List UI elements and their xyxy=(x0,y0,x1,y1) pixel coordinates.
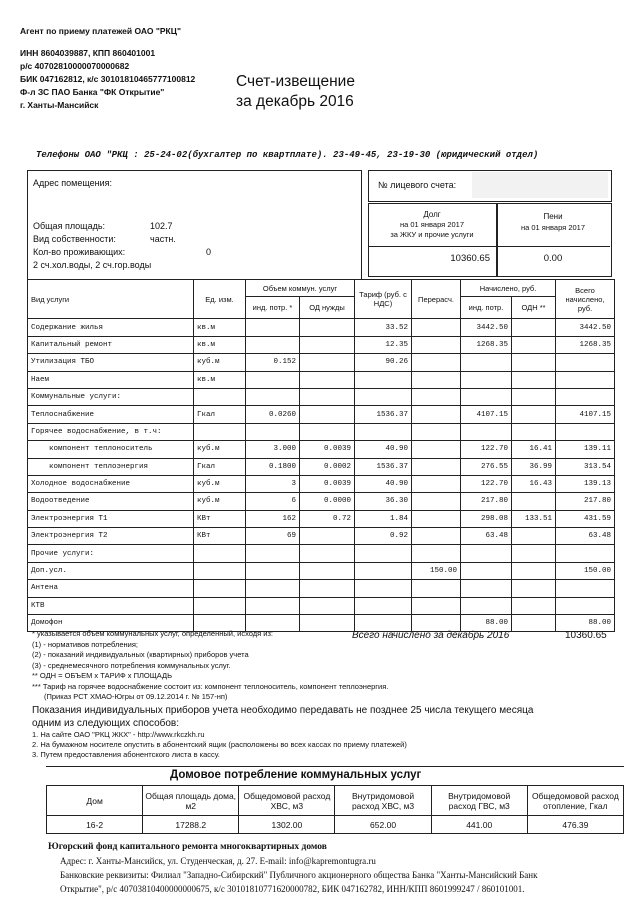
cell-unit: кв.м xyxy=(194,371,246,388)
cell-name: Электроэнергия Т1 xyxy=(28,510,194,527)
cell-ao: 36.99 xyxy=(512,458,556,475)
cell-unit: куб.м xyxy=(194,354,246,371)
table-row xyxy=(28,354,615,371)
cell-ai: 217.80 xyxy=(461,493,512,510)
cell-od xyxy=(300,580,355,597)
cell-ind xyxy=(246,371,300,388)
cell-name: Антена xyxy=(28,580,194,597)
cell-ind: 0.152 xyxy=(246,354,300,371)
table-row xyxy=(28,458,615,475)
cell-name: Холодное водоснабжение xyxy=(28,475,194,492)
cell-tariff xyxy=(355,562,412,579)
col-accrued: Начислено, руб. xyxy=(461,280,556,297)
readings-way2: 2. На бумажном носителе опустить в абонентский ящик (расположены во всех кассах по приему платежей) xyxy=(32,740,407,749)
cell-unit: Гкал xyxy=(194,458,246,475)
cell-ind: 3 xyxy=(246,475,300,492)
cell-name: Капитальный ремонт xyxy=(28,336,194,353)
cell-ao xyxy=(512,371,556,388)
account-label: № лицевого счета: xyxy=(378,180,457,190)
house-table xyxy=(46,785,624,834)
cell-ai: 63.48 xyxy=(461,528,512,545)
cell-ai xyxy=(461,580,512,597)
agent-details xyxy=(20,47,195,112)
col-recalc: Перерасч. xyxy=(412,280,461,319)
note-4: ** ОДН = ОБЪЕМ х ТАРИФ х ПЛОЩАДЬ xyxy=(32,671,173,680)
cell-recalc xyxy=(412,580,461,597)
cell-ind: 6 xyxy=(246,493,300,510)
col-unit: Ед. изм. xyxy=(194,280,246,319)
house-v1: 17288.2 xyxy=(143,816,239,834)
agent-city: г. Ханты-Мансийск xyxy=(20,100,99,110)
cell-ao xyxy=(512,562,556,579)
cell-ai: 4107.15 xyxy=(461,406,512,423)
cell-unit: кв.м xyxy=(194,336,246,353)
table-row xyxy=(28,406,615,423)
document-title xyxy=(236,72,355,112)
cell-unit: кв.м xyxy=(194,319,246,336)
fund-name: Югорский фонд капитального ремонта многоквартирных домов xyxy=(48,842,327,852)
cell-ao xyxy=(512,545,556,562)
table-row xyxy=(28,423,615,440)
account-value-area xyxy=(472,172,608,198)
cell-tariff xyxy=(355,371,412,388)
table-row xyxy=(28,319,615,336)
cell-total: 63.48 xyxy=(556,528,615,545)
cell-total: 431.59 xyxy=(556,510,615,527)
cell-ao xyxy=(512,336,556,353)
cell-ai xyxy=(461,545,512,562)
fund-bank1: Банковские реквизиты: Филиал "Западно-Сибирский" Публичного акционерного общества Банка "Ханты-Мансийский Банк xyxy=(60,870,538,880)
house-v0: 16-2 xyxy=(47,816,143,834)
fund-bank2: Открытие", р/с 40703810400000000675, к/с 30101810771620000782, БИК 047162782, ИНН/КПП 8601999247 / 860101001. xyxy=(60,884,525,894)
house-v4: 441.00 xyxy=(431,816,527,834)
cell-recalc xyxy=(412,319,461,336)
cell-total: 3442.50 xyxy=(556,319,615,336)
cell-name: Прочие услуги: xyxy=(28,545,194,562)
total-value: 10360.65 xyxy=(565,630,607,641)
residents-value: 0 xyxy=(206,247,212,257)
cell-recalc xyxy=(412,441,461,458)
table-row xyxy=(28,528,615,545)
cell-od xyxy=(300,371,355,388)
cell-ai xyxy=(461,597,512,614)
table-row xyxy=(28,562,615,579)
penalty-divider xyxy=(496,246,610,247)
cell-ao xyxy=(512,406,556,423)
cell-tariff: 40.90 xyxy=(355,441,412,458)
col-acc-odn: ОДН ** xyxy=(512,297,556,319)
cell-ind xyxy=(246,423,300,440)
table-row xyxy=(28,388,615,405)
readings-info xyxy=(32,704,533,760)
cell-total xyxy=(556,388,615,405)
note-0: * указывается объем коммунальных услуг, определенный, исходя из: xyxy=(32,629,273,638)
cell-name: Наем xyxy=(28,371,194,388)
table-row xyxy=(28,493,615,510)
agent-bik: БИК 047162812, к/с 30101810465777100812 xyxy=(20,74,196,84)
cell-total: 139.11 xyxy=(556,441,615,458)
cell-od xyxy=(300,528,355,545)
cell-tariff: 1536.37 xyxy=(355,406,412,423)
cell-tariff: 1536.37 xyxy=(355,458,412,475)
cell-od xyxy=(300,388,355,405)
cell-ind xyxy=(246,319,300,336)
cell-od xyxy=(300,562,355,579)
cell-tariff: 40.90 xyxy=(355,475,412,492)
debt-desc: за ЖКУ и прочие услуги xyxy=(390,230,474,239)
cell-ao xyxy=(512,615,556,632)
readings-line2: одним из следующих способов: xyxy=(32,718,180,729)
cell-ind: 0.0260 xyxy=(246,406,300,423)
cell-total: 313.54 xyxy=(556,458,615,475)
cell-tariff xyxy=(355,388,412,405)
cell-od xyxy=(300,423,355,440)
cell-total: 1268.35 xyxy=(556,336,615,353)
cell-tariff: 1.84 xyxy=(355,510,412,527)
cell-ind xyxy=(246,580,300,597)
residents-label: Кол-во проживающих: xyxy=(33,247,126,257)
cell-recalc xyxy=(412,510,461,527)
fund-block xyxy=(48,840,537,896)
house-h3: Внутридомовой расход ХВС, м3 xyxy=(335,786,431,816)
cell-ao xyxy=(512,423,556,440)
area-value: 102.7 xyxy=(150,221,173,231)
cell-od: 0.0039 xyxy=(300,475,355,492)
cell-tariff: 12.35 xyxy=(355,336,412,353)
cell-total: 217.80 xyxy=(556,493,615,510)
cell-name: Содержание жилья xyxy=(28,319,194,336)
col-od: ОД нужды xyxy=(300,297,355,319)
cell-unit: куб.м xyxy=(194,493,246,510)
cell-name: Домофон xyxy=(28,615,194,632)
cell-unit: Гкал xyxy=(194,406,246,423)
penalty-title: Пени xyxy=(543,212,563,221)
fund-address: Адрес: г. Ханты-Мансийск, ул. Студенческая, д. 27. E-mail: info@kapremontugra.ru xyxy=(60,856,376,866)
house-v2: 1302.00 xyxy=(239,816,335,834)
table-row xyxy=(28,597,615,614)
cell-recalc xyxy=(412,406,461,423)
cell-unit xyxy=(194,580,246,597)
cell-ai: 3442.50 xyxy=(461,319,512,336)
note-5: *** Тариф на горячее водоснабжение состоит из: компонент теплоноситель, компонент теплоэнергия. xyxy=(32,681,389,691)
cell-od xyxy=(300,545,355,562)
penalty-value: 0.00 xyxy=(543,253,563,264)
cell-od: 0.0002 xyxy=(300,458,355,475)
cell-name: Горячее водоснабжение, в т.ч: xyxy=(28,423,194,440)
agent-bank: Ф-л ЗС ПАО Банка "ФК Открытие" xyxy=(20,87,165,97)
cell-recalc xyxy=(412,493,461,510)
cell-od: 0.0000 xyxy=(300,493,355,510)
debt-date: на 01 января 2017 xyxy=(399,220,464,229)
cell-od xyxy=(300,354,355,371)
house-v3: 652.00 xyxy=(335,816,431,834)
cell-unit xyxy=(194,597,246,614)
table-row xyxy=(28,475,615,492)
cell-ind xyxy=(246,336,300,353)
col-ind: инд. потр. * xyxy=(246,297,300,319)
cell-total xyxy=(556,371,615,388)
house-h4: Внутридомовой расход ГВС, м3 xyxy=(431,786,527,816)
cell-name: Коммунальные услуги: xyxy=(28,388,194,405)
cell-unit xyxy=(194,388,246,405)
notes-block xyxy=(32,629,388,703)
cell-recalc xyxy=(412,354,461,371)
title-line2: за декабрь 2016 xyxy=(236,93,354,110)
cell-unit: куб.м xyxy=(194,475,246,492)
cell-tariff xyxy=(355,423,412,440)
cell-unit xyxy=(194,545,246,562)
cell-ao xyxy=(512,528,556,545)
readings-way1: 1. На сайте ОАО "РКЦ ЖКХ" - http://www.rkczkh.ru xyxy=(32,730,205,739)
table-row xyxy=(28,441,615,458)
services-table xyxy=(27,279,615,632)
house-h2: Общедомовой расход ХВС, м3 xyxy=(239,786,335,816)
cell-total xyxy=(556,545,615,562)
cell-ai: 1268.35 xyxy=(461,336,512,353)
ownership-label: Вид собственности: xyxy=(33,234,116,244)
cell-recalc xyxy=(412,475,461,492)
house-title: Домовое потребление коммунальных услуг xyxy=(170,769,422,781)
cell-tariff: 36.30 xyxy=(355,493,412,510)
cell-ao xyxy=(512,388,556,405)
cell-recalc xyxy=(412,528,461,545)
cell-name: Утилизация ТБО xyxy=(28,354,194,371)
cell-ao: 16.41 xyxy=(512,441,556,458)
cell-od xyxy=(300,319,355,336)
cell-unit: КВт xyxy=(194,510,246,527)
col-total: Всего начислено, руб. xyxy=(556,280,615,319)
cell-recalc xyxy=(412,336,461,353)
cell-ao: 133.51 xyxy=(512,510,556,527)
cell-total: 4107.15 xyxy=(556,406,615,423)
cell-total xyxy=(556,580,615,597)
cell-tariff xyxy=(355,545,412,562)
cell-ao xyxy=(512,319,556,336)
cell-ai: 122.70 xyxy=(461,441,512,458)
cell-ai xyxy=(461,371,512,388)
cell-ind xyxy=(246,597,300,614)
agent-block xyxy=(20,25,181,38)
col-acc-ind: инд. потр. xyxy=(461,297,512,319)
cell-ao xyxy=(512,493,556,510)
table-row xyxy=(28,510,615,527)
cell-total xyxy=(556,597,615,614)
note-2: (2) - показаний индивидуальных (квартирных) приборов учета xyxy=(32,650,249,659)
cell-name: КТВ xyxy=(28,597,194,614)
col-volume: Объем коммун. услуг xyxy=(246,280,355,297)
cell-ind xyxy=(246,388,300,405)
cell-od xyxy=(300,406,355,423)
cell-ai: 276.55 xyxy=(461,458,512,475)
total-label: Всего начислено за декабрь 2016 xyxy=(352,630,510,641)
cell-ao xyxy=(512,580,556,597)
ownership-value: частн. xyxy=(150,234,176,244)
address-label: Адрес помещения: xyxy=(33,178,113,188)
cell-ao: 16.43 xyxy=(512,475,556,492)
area-label: Общая площадь: xyxy=(33,221,106,231)
cell-total: 88.00 xyxy=(556,615,615,632)
note-6: (Приказ РСТ ХМАО-Югры от 09.12.2014 г. № 157-нп) xyxy=(44,692,228,701)
agent-inn: ИНН 8604039887, КПП 860401001 xyxy=(20,48,156,58)
table-row xyxy=(28,371,615,388)
house-v5: 476.39 xyxy=(527,816,623,834)
cell-ind xyxy=(246,562,300,579)
cell-name: компонент теплоноситель xyxy=(28,441,194,458)
cell-ai xyxy=(461,388,512,405)
col-service: Вид услуги xyxy=(28,280,194,319)
title-line1: Счет-извещение xyxy=(236,73,355,90)
cell-name: компонент теплоэнергия xyxy=(28,458,194,475)
cell-ai xyxy=(461,562,512,579)
cell-name: Электроэнергия Т2 xyxy=(28,528,194,545)
cell-ao xyxy=(512,354,556,371)
cell-tariff xyxy=(355,580,412,597)
cell-recalc xyxy=(412,388,461,405)
cell-ind xyxy=(246,545,300,562)
cell-recalc xyxy=(412,371,461,388)
phones-line: Телефоны ОАО "РКЦ : 25-24-02(бухгалтер по квартплате). 23-49-45, 23-19-30 (юридический отдел) xyxy=(36,150,539,160)
cell-ind: 69 xyxy=(246,528,300,545)
cell-ao xyxy=(512,597,556,614)
cell-recalc xyxy=(412,545,461,562)
cell-ai xyxy=(461,423,512,440)
cell-name: Водоотведение xyxy=(28,493,194,510)
cell-total: 139.13 xyxy=(556,475,615,492)
cell-ai: 122.70 xyxy=(461,475,512,492)
cell-unit: куб.м xyxy=(194,441,246,458)
penalty-date: на 01 января 2017 xyxy=(520,223,585,232)
table-row xyxy=(28,545,615,562)
cell-name: Теплоснабжение xyxy=(28,406,194,423)
cell-unit xyxy=(194,562,246,579)
house-h0: Дом xyxy=(47,786,143,816)
table-row xyxy=(28,580,615,597)
cell-ai: 88.00 xyxy=(461,615,512,632)
house-h1: Общая площадь дома, м2 xyxy=(143,786,239,816)
cell-total: 150.00 xyxy=(556,562,615,579)
debt-value: 10360.65 xyxy=(450,253,490,264)
house-top-line xyxy=(46,766,624,767)
cell-recalc: 150.00 xyxy=(412,562,461,579)
cell-unit xyxy=(194,423,246,440)
cell-od xyxy=(300,336,355,353)
col-tariff: Тариф (руб. с НДС) xyxy=(355,280,412,319)
cell-tariff: 90.26 xyxy=(355,354,412,371)
cell-od xyxy=(300,597,355,614)
cell-tariff: 0.92 xyxy=(355,528,412,545)
cell-recalc xyxy=(412,423,461,440)
cell-tariff: 33.52 xyxy=(355,319,412,336)
table-row xyxy=(28,336,615,353)
cell-ai xyxy=(461,354,512,371)
water-meters-note: 2 сч.хол.воды, 2 сч.гор.воды xyxy=(33,260,152,270)
debt-title: Долг xyxy=(423,210,441,219)
cell-unit: КВт xyxy=(194,528,246,545)
cell-od: 0.72 xyxy=(300,510,355,527)
cell-tariff xyxy=(355,597,412,614)
note-3: (3) - среднемесячного потребления коммунальных услуг. xyxy=(32,660,231,670)
note-1: (1) - нормативов потребления; xyxy=(32,639,138,649)
cell-total xyxy=(556,423,615,440)
cell-od: 0.0039 xyxy=(300,441,355,458)
cell-ind: 162 xyxy=(246,510,300,527)
readings-way3: 3. Путем предоставления абонентского листа в кассу. xyxy=(32,750,220,759)
cell-recalc xyxy=(412,458,461,475)
cell-ind: 3.000 xyxy=(246,441,300,458)
cell-ind: 0.1800 xyxy=(246,458,300,475)
readings-line1: Показания индивидуальных приборов учета необходимо передавать не позднее 25 числа текущего месяца xyxy=(32,705,534,716)
debt-divider xyxy=(368,246,496,247)
cell-ai: 298.08 xyxy=(461,510,512,527)
house-h5: Общедомовой расход отопление, Гкал xyxy=(527,786,623,816)
cell-total xyxy=(556,354,615,371)
agent-name: Агент по приему платежей ОАО "РКЦ" xyxy=(20,26,181,36)
cell-recalc xyxy=(412,597,461,614)
cell-name: Доп.усл. xyxy=(28,562,194,579)
agent-account: р/с 40702810000070000682 xyxy=(20,61,130,71)
